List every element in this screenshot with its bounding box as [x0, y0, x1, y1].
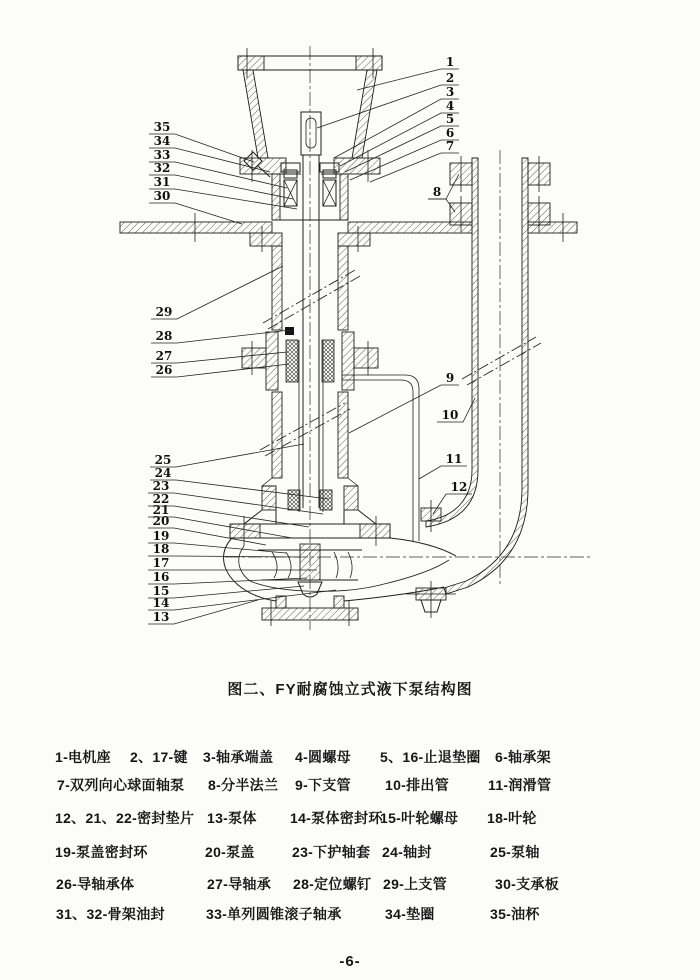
callout-5: 5 — [445, 112, 455, 126]
callout-10: 10 — [441, 408, 459, 422]
part-item: 8-分半法兰 — [208, 777, 279, 793]
part-item: 31、32-骨架油封 — [56, 906, 165, 922]
part-item: 12、21、22-密封垫片 — [55, 810, 195, 826]
callout-15: 15 — [152, 584, 170, 598]
callout-2: 2 — [445, 71, 455, 85]
part-item: 7-双列向心球面轴泵 — [57, 777, 185, 793]
part-item: 25-泵轴 — [490, 844, 540, 860]
callout-28: 28 — [155, 329, 173, 343]
part-item: 34-垫圈 — [385, 906, 435, 922]
part-item: 20-泵盖 — [205, 844, 255, 860]
figure-caption: 图二、FY耐腐蚀立式液下泵结构图 — [227, 681, 473, 698]
callout-13: 13 — [152, 610, 170, 624]
callout-11: 11 — [445, 452, 463, 466]
callout-18: 18 — [152, 542, 170, 556]
part-item: 3-轴承端盖 — [203, 749, 274, 765]
part-item: 1-电机座 — [55, 749, 111, 765]
callout-19: 19 — [152, 529, 170, 543]
callout-30: 30 — [153, 189, 171, 203]
callout-17: 17 — [152, 556, 170, 570]
part-item: 30-支承板 — [495, 876, 560, 892]
part-item: 13-泵体 — [207, 810, 257, 826]
part-item: 33-单列圆锥滚子轴承 — [206, 906, 342, 922]
callout-27: 27 — [155, 349, 173, 363]
callout-12: 12 — [450, 480, 468, 494]
callout-24: 24 — [154, 466, 172, 480]
callout-29: 29 — [155, 305, 173, 319]
part-item: 15-叶轮螺母 — [380, 810, 459, 826]
callout-33: 33 — [153, 148, 171, 162]
callout-20: 20 — [152, 514, 170, 528]
part-item: 27-导轴承 — [207, 876, 272, 892]
part-item: 5、16-止退垫圈 — [380, 749, 481, 765]
part-item: 35-油杯 — [490, 906, 540, 922]
part-item: 18-叶轮 — [487, 810, 537, 826]
callout-21: 21 — [152, 503, 170, 517]
callout-22: 22 — [152, 492, 170, 506]
part-item: 28-定位螺钉 — [293, 876, 372, 892]
callout-34: 34 — [153, 134, 171, 148]
callout-25: 25 — [154, 453, 172, 467]
part-item: 4-圆螺母 — [295, 749, 351, 765]
part-item: 23-下护轴套 — [292, 844, 371, 860]
callout-14: 14 — [152, 596, 170, 610]
callout-35: 35 — [153, 120, 171, 134]
page-number: -6- — [339, 953, 361, 970]
part-item: 2、17-键 — [130, 749, 188, 765]
part-item: 29-上支管 — [383, 876, 448, 892]
part-item: 19-泵盖密封环 — [55, 844, 148, 860]
part-item: 6-轴承架 — [495, 749, 551, 765]
part-item: 14-泵体密封环 — [290, 810, 383, 826]
callout-1: 1 — [445, 55, 455, 69]
callout-3: 3 — [445, 85, 455, 99]
callout-7: 7 — [445, 139, 455, 153]
part-item: 11-润滑管 — [488, 777, 552, 793]
part-item: 10-排出管 — [385, 777, 450, 793]
callout-23: 23 — [152, 479, 170, 493]
part-item: 9-下支管 — [295, 777, 351, 793]
callout-16: 16 — [152, 570, 170, 584]
callout-26: 26 — [155, 363, 173, 377]
callout-4: 4 — [445, 99, 455, 113]
part-item: 26-导轴承体 — [56, 876, 135, 892]
callout-31: 31 — [153, 175, 171, 189]
callout-6: 6 — [445, 126, 455, 140]
callout-32: 32 — [153, 161, 171, 175]
callout-9: 9 — [445, 371, 455, 385]
part-item: 24-轴封 — [382, 844, 432, 860]
callout-8: 8 — [432, 185, 442, 199]
